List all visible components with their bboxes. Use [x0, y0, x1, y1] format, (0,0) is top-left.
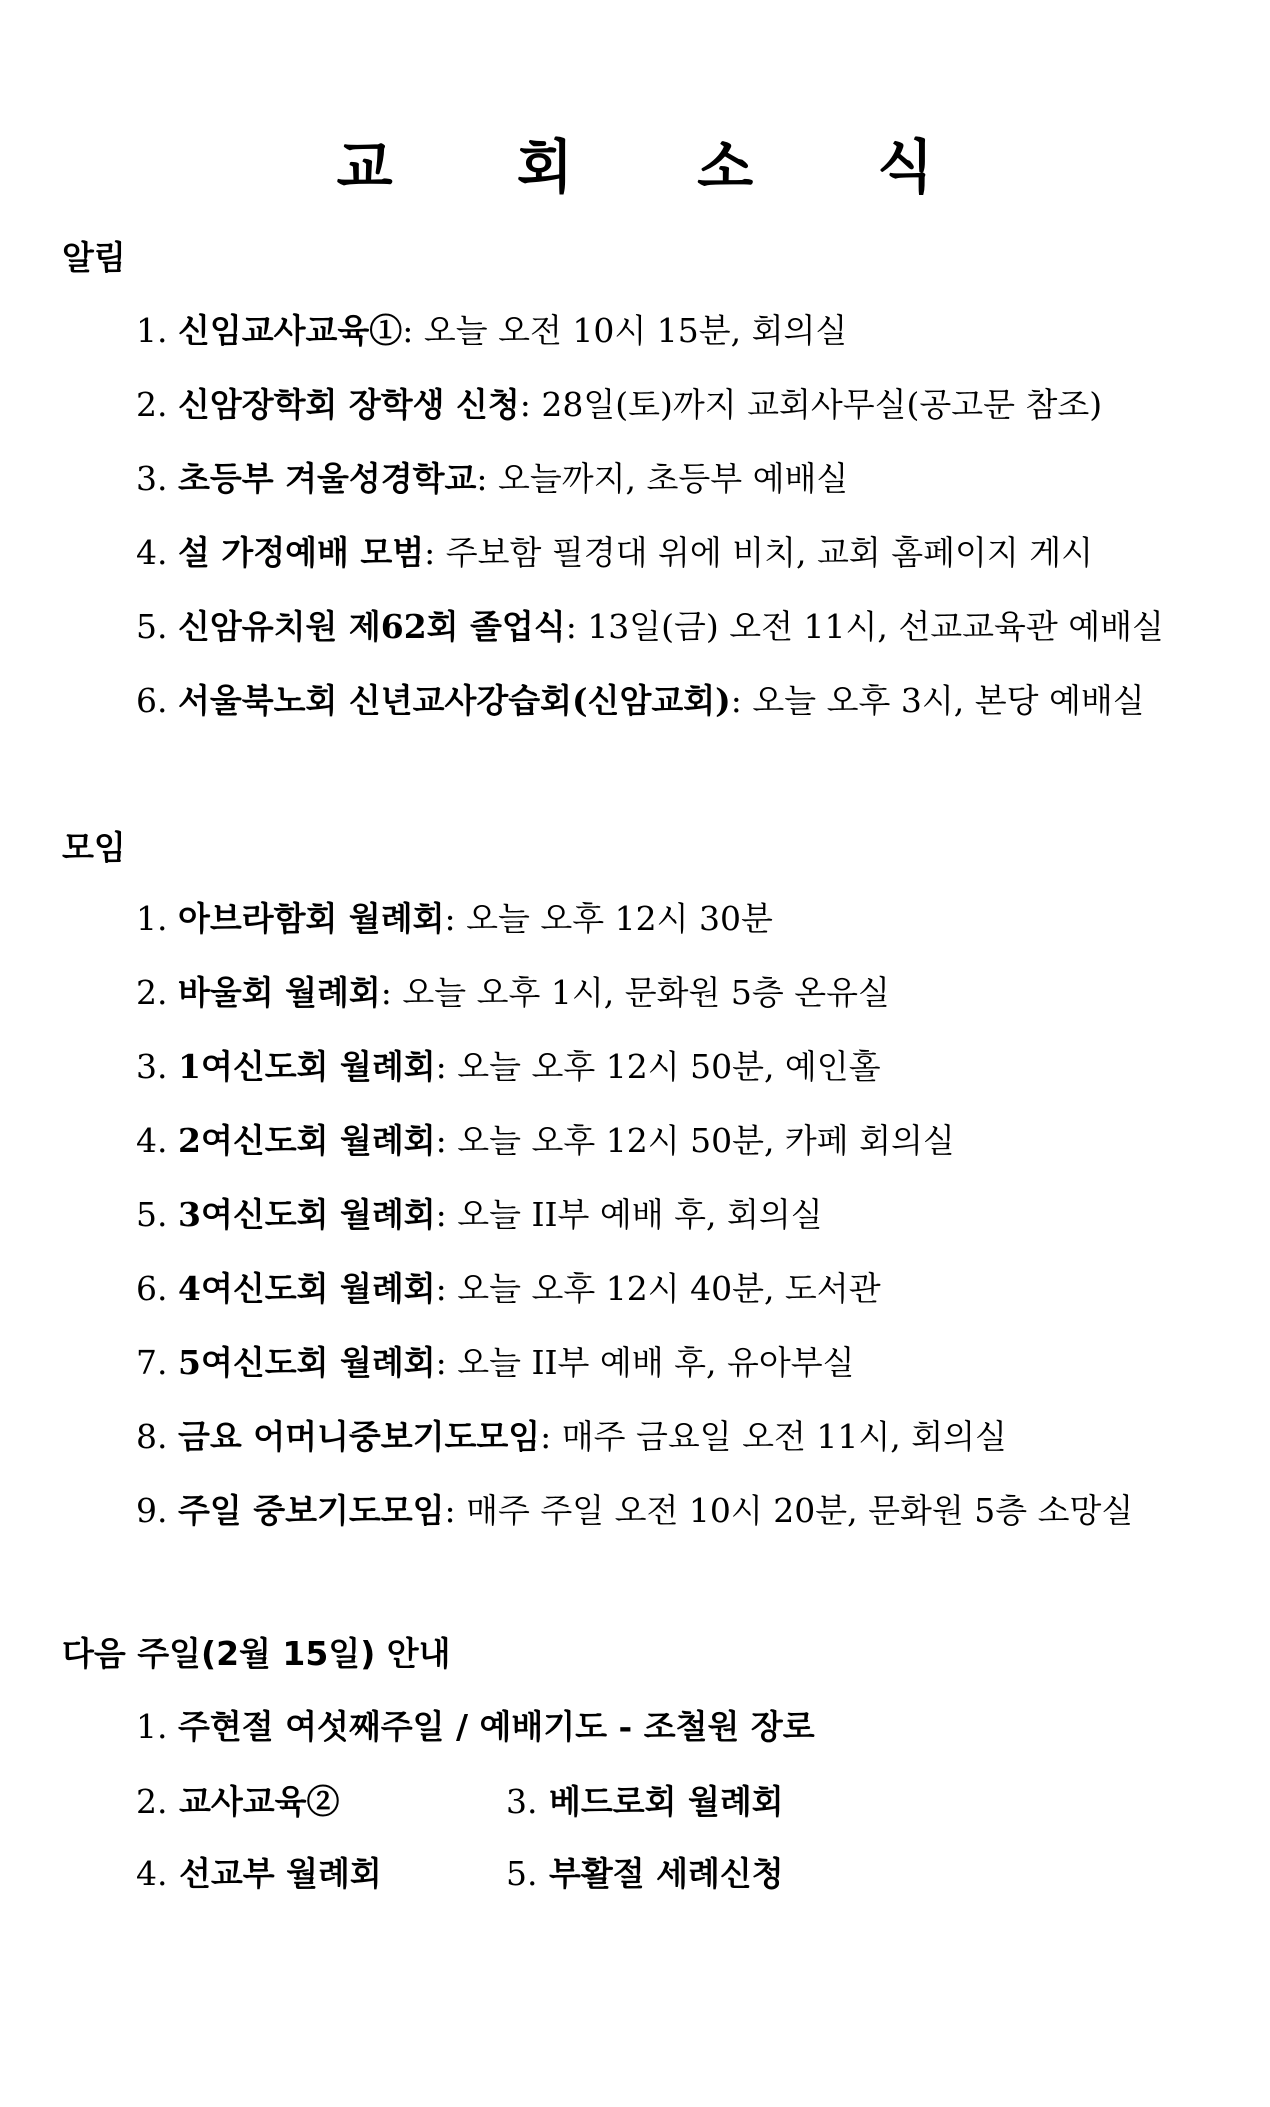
- item-label: 신암유치원 제62회 졸업식: [178, 607, 566, 646]
- item-separator: :: [476, 459, 488, 498]
- notices-list: [136, 294, 1164, 738]
- grid-cell: [136, 1766, 506, 1838]
- list-item: [136, 1474, 1133, 1548]
- item-separator: :: [444, 1491, 456, 1530]
- item-number: 3.: [136, 459, 168, 498]
- meetings-heading: 모임: [62, 828, 126, 867]
- item-number: 5.: [136, 1195, 168, 1234]
- item-number: 6.: [136, 1269, 168, 1308]
- item-number: 3.: [506, 1782, 538, 1821]
- list-item: [136, 516, 1164, 590]
- item-detail: 오늘까지, 초등부 예배실: [498, 459, 849, 498]
- item-detail: 28일(토)까지 교회사무실(공고문 참조): [541, 385, 1103, 424]
- item-separator: :: [444, 899, 456, 938]
- item-detail: 주보함 필경대 위에 비치, 교회 홈페이지 게시: [445, 533, 1093, 572]
- item-text: 주현절 여섯째주일 / 예배기도 - 조철원 장로: [178, 1707, 815, 1746]
- item-label: 5여신도회 월례회: [178, 1343, 436, 1382]
- next-sunday-heading: 다음 주일(2월 15일) 안내: [62, 1634, 451, 1673]
- item-text: 교사교육②: [179, 1782, 340, 1821]
- page-title: 교 회 소 식: [336, 133, 986, 201]
- notices-heading: 알림: [62, 238, 126, 277]
- item-separator: :: [565, 607, 577, 646]
- item-detail: 매주 주일 오전 10시 20분, 문화원 5층 소망실: [466, 1491, 1134, 1530]
- item-label: 2여신도회 월례회: [178, 1121, 436, 1160]
- list-item: [136, 1400, 1133, 1474]
- item-label: 3여신도회 월례회: [178, 1195, 436, 1234]
- item-number: 2.: [136, 973, 168, 1012]
- item-separator: :: [402, 311, 414, 350]
- list-item: [136, 1104, 1133, 1178]
- meetings-list: [136, 882, 1133, 1548]
- item-label: 1여신도회 월례회: [178, 1047, 436, 1086]
- item-text: 선교부 월례회: [179, 1854, 382, 1893]
- item-detail: 13일(금) 오전 11시, 선교교육관 예배실: [587, 607, 1164, 646]
- grid-row: [136, 1838, 784, 1910]
- item-label: 주일 중보기도모임: [178, 1491, 445, 1530]
- item-number: 9.: [136, 1491, 168, 1530]
- item-separator: :: [540, 1417, 552, 1456]
- item-number: 4.: [136, 1854, 168, 1893]
- item-number: 4.: [136, 533, 168, 572]
- item-detail: 오늘 II부 예배 후, 회의실: [457, 1195, 823, 1234]
- list-item: [136, 590, 1164, 664]
- item-label: 초등부 겨울성경학교: [178, 459, 477, 498]
- list-item: [136, 1252, 1133, 1326]
- list-item: [136, 664, 1164, 738]
- item-number: 1.: [136, 1707, 168, 1746]
- item-detail: 오늘 오후 12시 30분: [466, 899, 773, 938]
- item-separator: :: [435, 1121, 447, 1160]
- item-label: 서울북노회 신년교사강습회(신암교회): [178, 681, 731, 720]
- item-separator: :: [435, 1195, 447, 1234]
- grid-cell: [506, 1838, 784, 1910]
- item-number: 4.: [136, 1121, 168, 1160]
- item-detail: 매주 금요일 오전 11시, 회의실: [561, 1417, 1007, 1456]
- next-sunday-grid: [136, 1766, 784, 1910]
- grid-cell: [506, 1766, 784, 1838]
- item-detail: 오늘 II부 예배 후, 유아부실: [457, 1343, 855, 1382]
- item-text: 부활절 세례신청: [549, 1854, 784, 1893]
- list-item: [136, 442, 1164, 516]
- item-number: 1.: [136, 899, 168, 938]
- item-separator: :: [435, 1343, 447, 1382]
- list-item: [136, 1178, 1133, 1252]
- item-number: 2.: [136, 385, 168, 424]
- item-label: 설 가정예배 모범: [178, 533, 425, 572]
- list-item: [136, 882, 1133, 956]
- item-number: 7.: [136, 1343, 168, 1382]
- item-separator: :: [380, 973, 392, 1012]
- item-label: 신임교사교육①: [178, 311, 403, 350]
- item-detail: 오늘 오전 10시 15분, 회의실: [423, 311, 848, 350]
- item-detail: 오늘 오후 12시 50분, 예인홀: [457, 1047, 881, 1086]
- item-label: 4여신도회 월례회: [178, 1269, 436, 1308]
- item-number: 5.: [136, 607, 168, 646]
- item-separator: :: [519, 385, 531, 424]
- list-item: [136, 294, 1164, 368]
- item-number: 2.: [136, 1782, 168, 1821]
- item-label: 아브라함회 월례회: [178, 899, 445, 938]
- item-separator: :: [435, 1047, 447, 1086]
- list-item: [136, 1030, 1133, 1104]
- list-item: [136, 1326, 1133, 1400]
- item-label: 금요 어머니중보기도모임: [178, 1417, 541, 1456]
- item-number: 6.: [136, 681, 168, 720]
- item-detail: 오늘 오후 12시 50분, 카페 회의실: [457, 1121, 955, 1160]
- item-separator: :: [435, 1269, 447, 1308]
- item-text: 베드로회 월례회: [549, 1782, 784, 1821]
- grid-row: [136, 1766, 784, 1838]
- list-item: [136, 368, 1164, 442]
- item-number: 1.: [136, 311, 168, 350]
- item-number: 5.: [506, 1854, 538, 1893]
- item-detail: 오늘 오후 1시, 문화원 5층 온유실: [402, 973, 890, 1012]
- list-item: [136, 956, 1133, 1030]
- item-separator: :: [730, 681, 742, 720]
- item-number: 8.: [136, 1417, 168, 1456]
- item-separator: :: [424, 533, 436, 572]
- item-detail: 오늘 오후 3시, 본당 예배실: [752, 681, 1145, 720]
- grid-cell: [136, 1838, 506, 1910]
- item-number: 3.: [136, 1047, 168, 1086]
- next-sunday-list: [136, 1690, 815, 1764]
- item-label: 신암장학회 장학생 신청: [178, 385, 520, 424]
- item-detail: 오늘 오후 12시 40분, 도서관: [457, 1269, 881, 1308]
- list-item: [136, 1690, 815, 1764]
- item-label: 바울회 월례회: [178, 973, 381, 1012]
